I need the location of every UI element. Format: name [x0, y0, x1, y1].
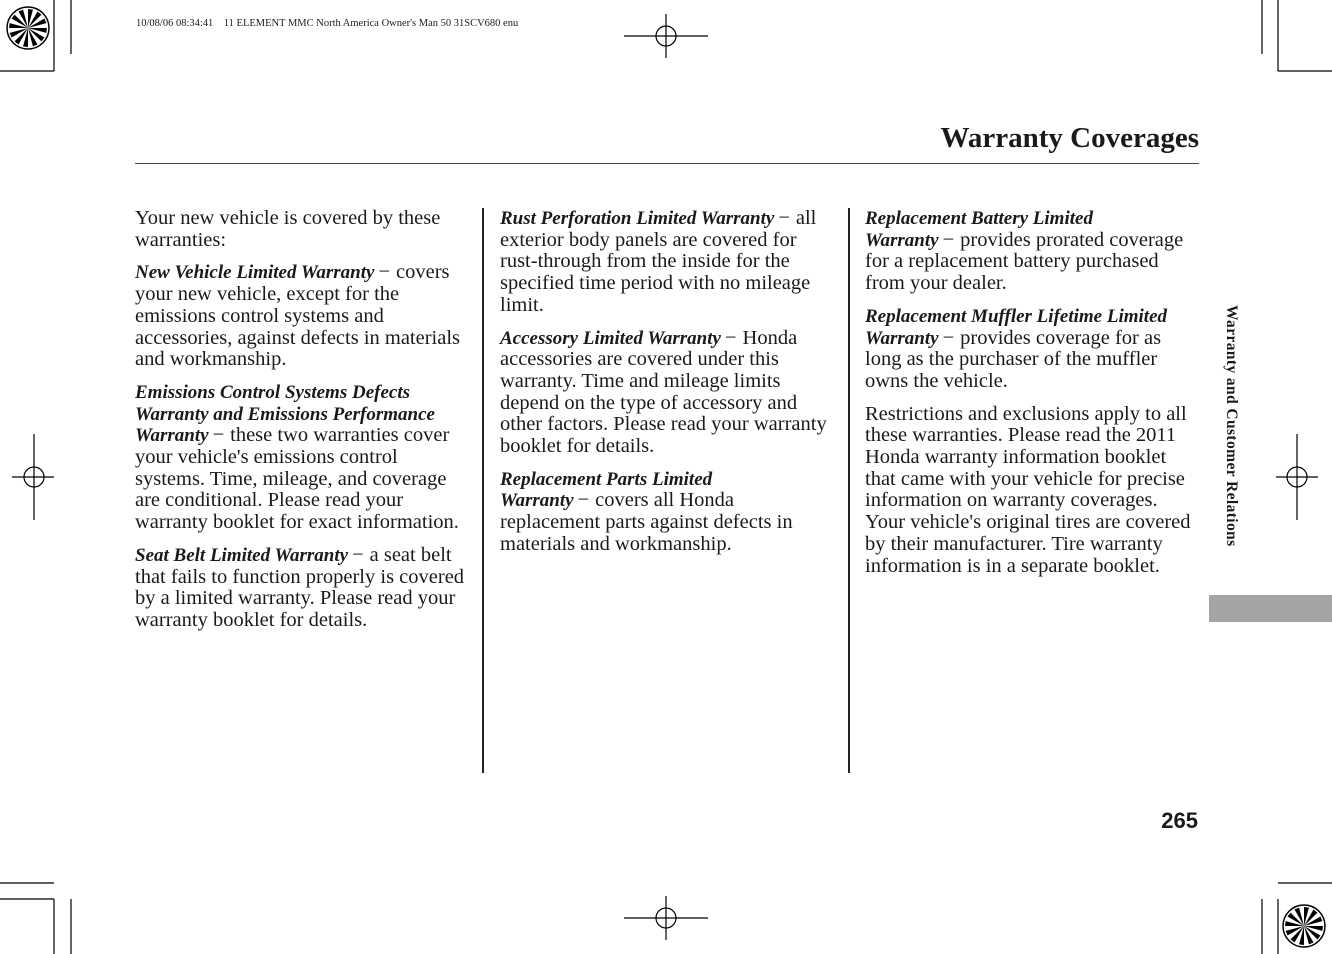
dash-separator: −	[724, 326, 737, 349]
dash-separator: −	[942, 228, 955, 251]
dash-separator: −	[352, 543, 364, 566]
intro-paragraph: Your new vehicle is covered by these warranties:	[135, 207, 441, 251]
print-header: 10/08/06 08:34:41 11 ELEMENT MMC North America Owner's Man 50 31SCV680 enu	[136, 18, 519, 29]
registration-crosshair-bottom	[624, 896, 708, 940]
warranty-heading: Accessory Limited Warranty	[500, 327, 721, 349]
warranty-text: these two warranties cover your vehicle's emissions control systems. Time, mileage, and coverage are conditional. Please read your warranty booklet for exact information.	[135, 424, 459, 534]
warranty-heading: Replacement Parts Limited Warranty	[500, 468, 713, 512]
starburst-target-top-left	[7, 7, 49, 49]
registration-crosshair-left	[12, 434, 54, 520]
dash-separator: −	[778, 207, 790, 229]
starburst-target-bottom-right	[1283, 905, 1325, 947]
warranty-text: covers your new vehicle, except for the emissions control systems and accessories, against defects in materials and workmanship.	[135, 261, 461, 371]
dash-separator: −	[378, 261, 390, 284]
warranty-heading: Replacement Muffler Lifetime Limited Warranty	[865, 305, 1168, 349]
dash-separator: −	[577, 489, 590, 512]
dash-separator: −	[212, 424, 225, 447]
page-number: 265	[1161, 808, 1198, 833]
closing-paragraph: Restrictions and exclusions apply to all these warranties. Please read the 2011 Honda warranty information booklet that came with your vehicle for precise information on warranty coverages. Your vehicle's original tires are covered by their manufacturer. Tire warranty information is in a separate booklet.	[865, 402, 1191, 577]
warranty-heading: Emissions Control Systems Defects Warranty and Emissions Performance Warranty	[135, 381, 435, 447]
warranty-heading: New Vehicle Limited Warranty	[135, 262, 375, 284]
warranty-text: covers all Honda replacement parts against defects in materials and workmanship.	[500, 489, 793, 555]
dash-separator: −	[942, 326, 955, 349]
warranty-text: provides prorated coverage for a replacement battery purchased from your dealer.	[865, 228, 1184, 295]
warranty-text: a seat belt that fails to function properly is covered by a limited warranty. Please read your warranty booklet for details.	[135, 543, 465, 631]
page-title: Warranty Coverages	[940, 122, 1199, 154]
warranty-text: provides coverage for as long as the purchaser of the muffler owns the vehicle.	[865, 326, 1162, 392]
warranty-text: Honda accessories are covered under this warranty. Time and mileage limits depend on the type of accessory and other factors. Please read your warranty booklet for details.	[500, 326, 827, 458]
warranty-text: all exterior body panels are covered for rust-through from the inside for the specified time period with no mileage limit.	[500, 207, 817, 316]
warranty-heading: Replacement Battery Limited Warranty	[865, 208, 1093, 251]
warranty-heading: Rust Perforation Limited Warranty	[500, 208, 775, 229]
registration-crosshair-top	[624, 14, 708, 58]
section-side-tab: Warranty and Customer Relations	[1223, 305, 1240, 547]
warranty-heading: Seat Belt Limited Warranty	[135, 544, 349, 566]
registration-crosshair-right	[1276, 434, 1318, 520]
